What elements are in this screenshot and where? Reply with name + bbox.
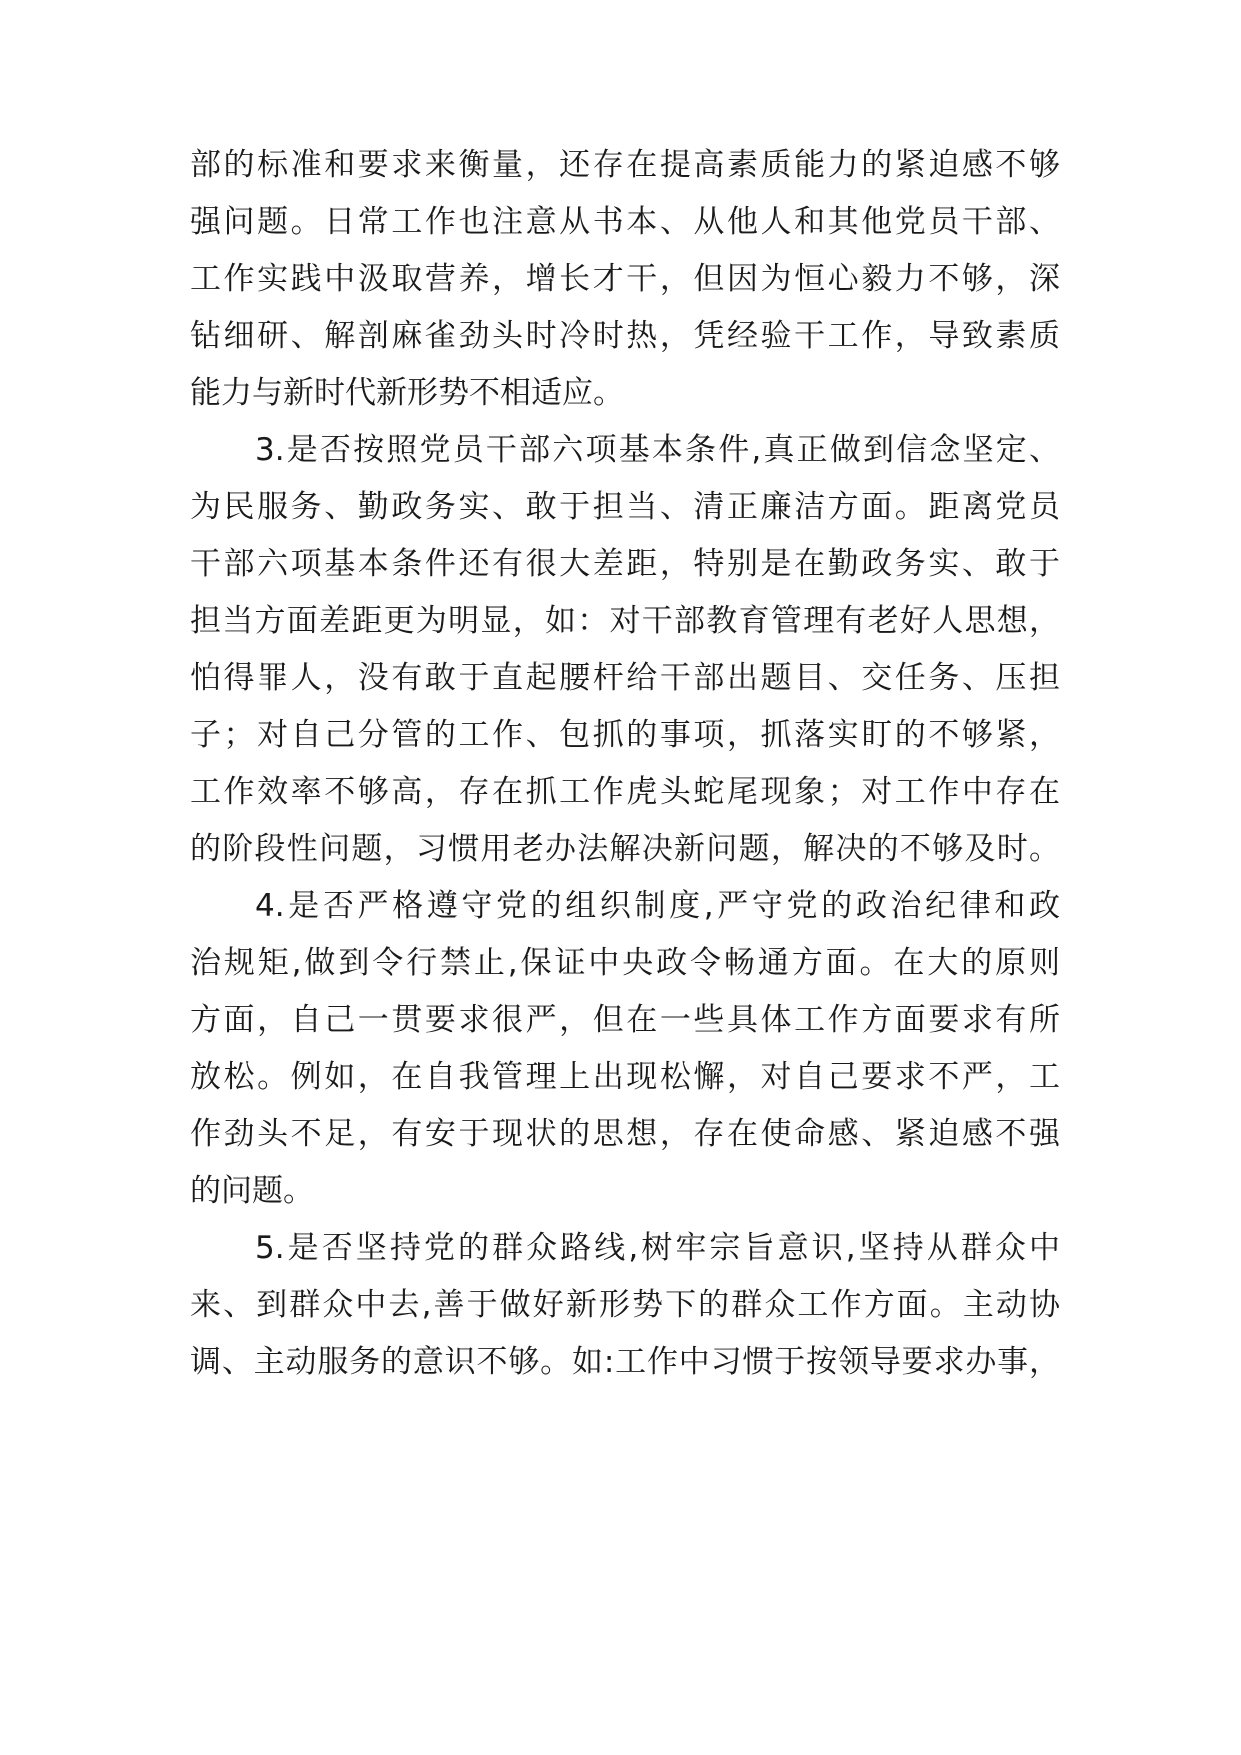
text-line: 治规矩,做到令行禁止,保证中央政令畅通方面。在大的原则 — [190, 945, 1060, 981]
text-line: 调、主动服务的意识不够。如:工作中习惯于按领导要求办事， — [190, 1344, 1060, 1380]
text-line: 子；对自己分管的工作、包抓的事项，抓落实盯的不够紧， — [190, 717, 1060, 753]
text-line: 强问题。日常工作也注意从书本、从他人和其他党员干部、 — [190, 204, 1060, 240]
text-line: 部的标准和要求来衡量，还存在提高素质能力的紧迫感不够 — [190, 147, 1060, 183]
text-line: 来、到群众中去,善于做好新形势下的群众工作方面。主动协 — [190, 1287, 1060, 1323]
text-line: 干部六项基本条件还有很大差距，特别是在勤政务实、敢于 — [190, 546, 1060, 582]
text-line: 工作效率不够高，存在抓工作虎头蛇尾现象；对工作中存在 — [190, 774, 1060, 810]
text-line: 为民服务、勤政务实、敢于担当、清正廉洁方面。距离党员 — [190, 489, 1060, 525]
text-line: 能力与新时代新形势不相适应。 — [190, 375, 624, 411]
text-line: 钻细研、解剖麻雀劲头时冷时热，凭经验干工作，导致素质 — [190, 318, 1060, 354]
text-line: 4.是否严格遵守党的组织制度,严守党的政治纪律和政 — [255, 888, 1060, 924]
text-line: 怕得罪人，没有敢于直起腰杆给干部出题目、交任务、压担 — [190, 660, 1060, 696]
text-line: 放松。例如，在自我管理上出现松懈，对自己要求不严，工 — [190, 1059, 1060, 1095]
text-line: 的阶段性问题，习惯用老办法解决新问题，解决的不够及时。 — [190, 831, 1060, 867]
text-line: 5.是否坚持党的群众路线,树牢宗旨意识,坚持从群众中 — [255, 1230, 1060, 1266]
text-line: 3.是否按照党员干部六项基本条件,真正做到信念坚定、 — [255, 432, 1060, 468]
text-line: 担当方面差距更为明显，如：对干部教育管理有老好人思想， — [190, 603, 1060, 639]
text-line: 方面，自己一贯要求很严，但在一些具体工作方面要求有所 — [190, 1002, 1060, 1038]
text-line: 工作实践中汲取营养，增长才干，但因为恒心毅力不够，深 — [190, 261, 1060, 297]
text-line: 作劲头不足，有安于现状的思想，存在使命感、紧迫感不强 — [190, 1116, 1060, 1152]
text-line: 的问题。 — [190, 1173, 314, 1209]
